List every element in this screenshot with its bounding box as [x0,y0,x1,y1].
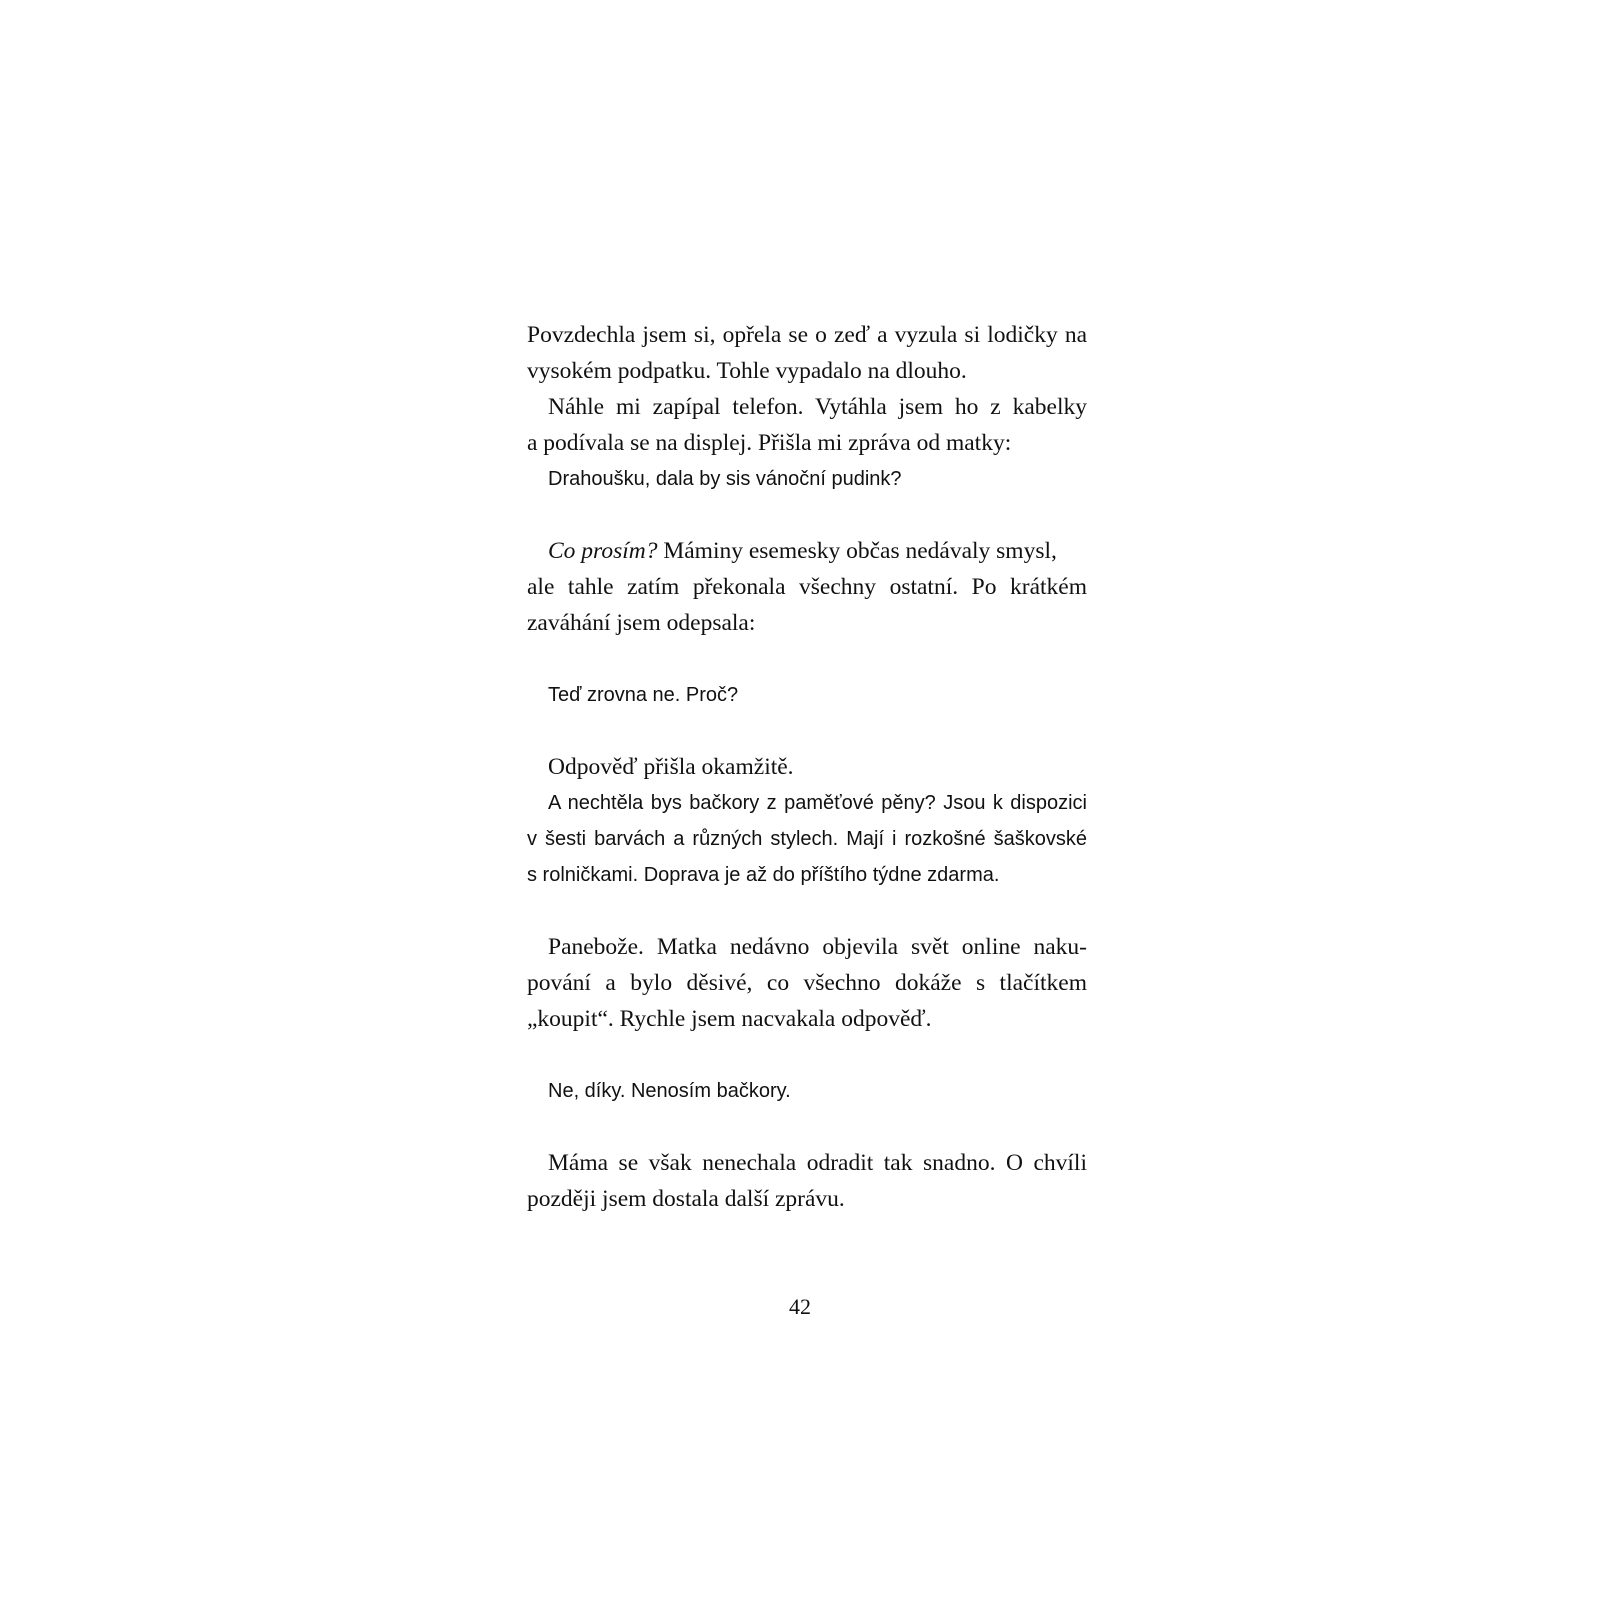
text-line: ale tahle zatím překonala všechny ostatní. Po krátkém [527,574,1087,600]
text-line: a podívala se na displej. Přišla mi zpráva od matky: [527,430,1012,456]
text-line: Odpověď přišla okamžitě. [548,754,794,780]
text-line: Povzdechla jsem si, opřela se o zeď a vyzula si lodičky na [527,322,1087,348]
sms-message-line: v šesti barvách a různých stylech. Mají i rozkošné šaškovské [527,828,1087,850]
page-number: 42 [789,1294,811,1319]
text-line: Panebože. Matka nedávno objevila svět online naku- [548,934,1087,960]
text-line: „koupit“. Rychle jsem nacvakala odpověď. [527,1006,932,1032]
sms-message-line: Drahoušku, dala by sis vánoční pudink? [548,468,902,490]
text-line: Máma se však nenechala odradit tak snadno. O chvíli [548,1150,1087,1176]
sms-message-line: A nechtěla bys bačkory z paměťové pěny? Jsou k dispozici [548,792,1087,814]
text-line [548,536,1057,566]
sms-message-line: Teď zrovna ne. Proč? [548,684,739,706]
text-line: vysokém podpatku. Tohle vypadalo na dlouho. [527,358,967,384]
italic-phrase: Co prosím? [548,538,658,564]
sms-message-line: s rolničkami. Doprava je až do příštího týdne zdarma. [527,864,1000,886]
text-run: Máminy esemesky občas nedávaly smysl, [657,538,1057,564]
text-line: Náhle mi zapípal telefon. Vytáhla jsem ho z kabelky [548,394,1087,420]
text-line: pování a bylo děsivé, co všechno dokáže s tlačítkem [527,970,1087,996]
text-line: později jsem dostala další zprávu. [527,1186,845,1212]
text-line: zaváhání jsem odepsala: [527,610,756,636]
sms-message-line: Ne, díky. Nenosím bačkory. [548,1080,791,1102]
